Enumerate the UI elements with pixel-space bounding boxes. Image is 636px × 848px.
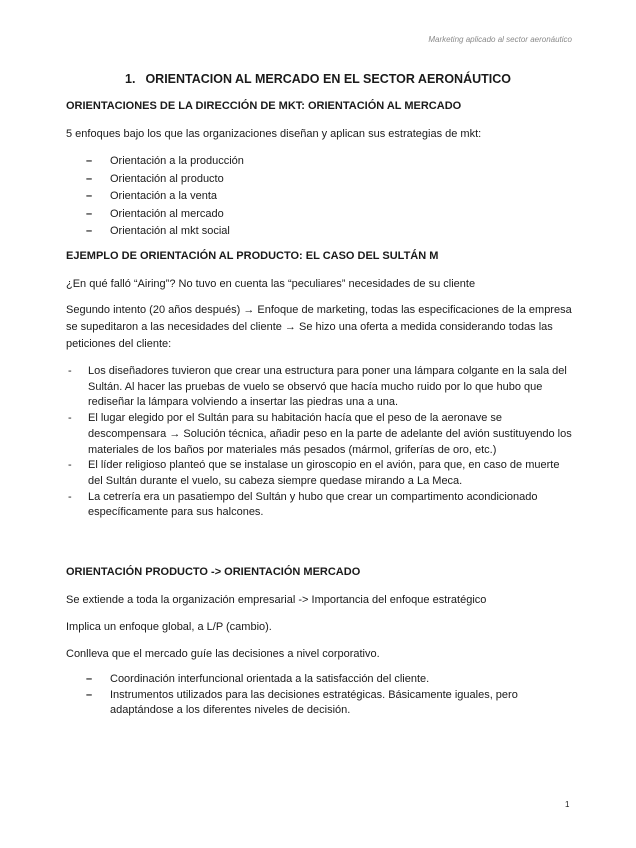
bullet-marker: - xyxy=(68,365,72,377)
bullet-marker: - xyxy=(68,459,72,472)
paragraph-extends: Se extiende a toda la organización empresarial -> Importancia del enfoque estratégico xyxy=(66,594,487,606)
dash-marker: – xyxy=(86,190,93,202)
chapter-title xyxy=(0,72,636,86)
dash-marker: – xyxy=(86,207,93,220)
second-attempt-paragraph: Segundo intento (20 años después) → Enfoque de marketing, todas las especificaciones de la empresa se supeditaron a las necesidades del cliente → Se hizo una oferta a medida considerando todas las peticiones del cliente: xyxy=(66,304,572,350)
chapter-number: 1. xyxy=(125,72,136,86)
list-item: - Los diseñadores tuvieron que crear una estructura para poner una lámpara colgante en la sala del Sultán. Al hacer las pruebas de vuelo se observó que hacía mucho ruido por lo que hubo que rediseñar la lámpara volviendo a insertar las piedras una a una. xyxy=(68,365,567,409)
bullet-marker: - xyxy=(68,412,72,425)
chapter-title-text: ORIENTACION AL MERCADO EN EL SECTOR AERONÁUTICO xyxy=(145,72,511,86)
market-orientation-list xyxy=(0,672,570,719)
section-heading-sultan: EJEMPLO DE ORIENTACIÓN AL PRODUCTO: EL CASO DEL SULTÁN M xyxy=(66,250,439,262)
sultan-requests-list xyxy=(0,364,572,521)
paragraph-implies: Implica un enfoque global, a L/P (cambio). xyxy=(66,621,272,633)
dash-marker: – xyxy=(86,688,93,701)
section-heading-orientaciones: ORIENTACIONES DE LA DIRECCIÓN DE MKT: ORIENTACIÓN AL MERCADO xyxy=(66,100,462,112)
section-heading-producto-mercado: ORIENTACIÓN PRODUCTO -> ORIENTACIÓN MERCADO xyxy=(66,566,361,578)
list-item: – Orientación a la producción xyxy=(0,153,244,171)
dash-marker: – xyxy=(86,225,93,237)
bullet-marker: - xyxy=(68,490,72,503)
list-item: - La cetrería era un pasatiempo del Sultán y hubo que crear un compartimento acondicionado específicamente para sus halcones. xyxy=(68,490,538,519)
section-intro: 5 enfoques bajo los que las organizaciones diseñan y aplican sus estrategias de mkt: xyxy=(66,128,482,140)
paragraph-entails: Conlleva que el mercado guíe las decisiones a nivel corporativo. xyxy=(66,648,380,660)
list-item: – Orientación a la venta xyxy=(0,188,244,206)
dash-marker: – xyxy=(86,172,93,185)
list-item: – Orientación al mkt social xyxy=(0,223,244,241)
dash-marker: – xyxy=(86,673,93,685)
running-header: Marketing aplicado al sector aeronáutico xyxy=(428,35,572,44)
list-item: - El líder religioso planteó que se instalase un giroscopio en el avión, para que, en caso de muerte del Sultán durante el vuelo, su cabeza siempre quedase mirando a La Meca. xyxy=(68,459,560,487)
list-item: – Orientación al producto xyxy=(0,171,244,189)
orientations-list xyxy=(0,153,244,241)
airing-question: ¿En qué falló “Airing”? No tuvo en cuenta las “peculiares” necesidades de su cliente xyxy=(66,278,476,290)
list-item: – Instrumentos utilizados para las decisiones estratégicas. Básicamente iguales, pero adaptándose a los diferentes niveles de decisión. xyxy=(86,688,518,717)
dash-marker: – xyxy=(86,155,93,167)
list-item: - El lugar elegido por el Sultán para su habitación hacía que el peso de la aeronave se descompensara → Solución técnica, añadir peso en la parte de adelante del avión sustituyendo los materiales de los baños por materiales más pesados (mármol, griferías de oro, etc.) xyxy=(68,412,572,456)
list-item: – Orientación al mercado xyxy=(0,206,244,224)
list-item: – Coordinación interfuncional orientada a la satisfacción del cliente. xyxy=(0,672,570,688)
page-number: 1 xyxy=(565,800,570,809)
